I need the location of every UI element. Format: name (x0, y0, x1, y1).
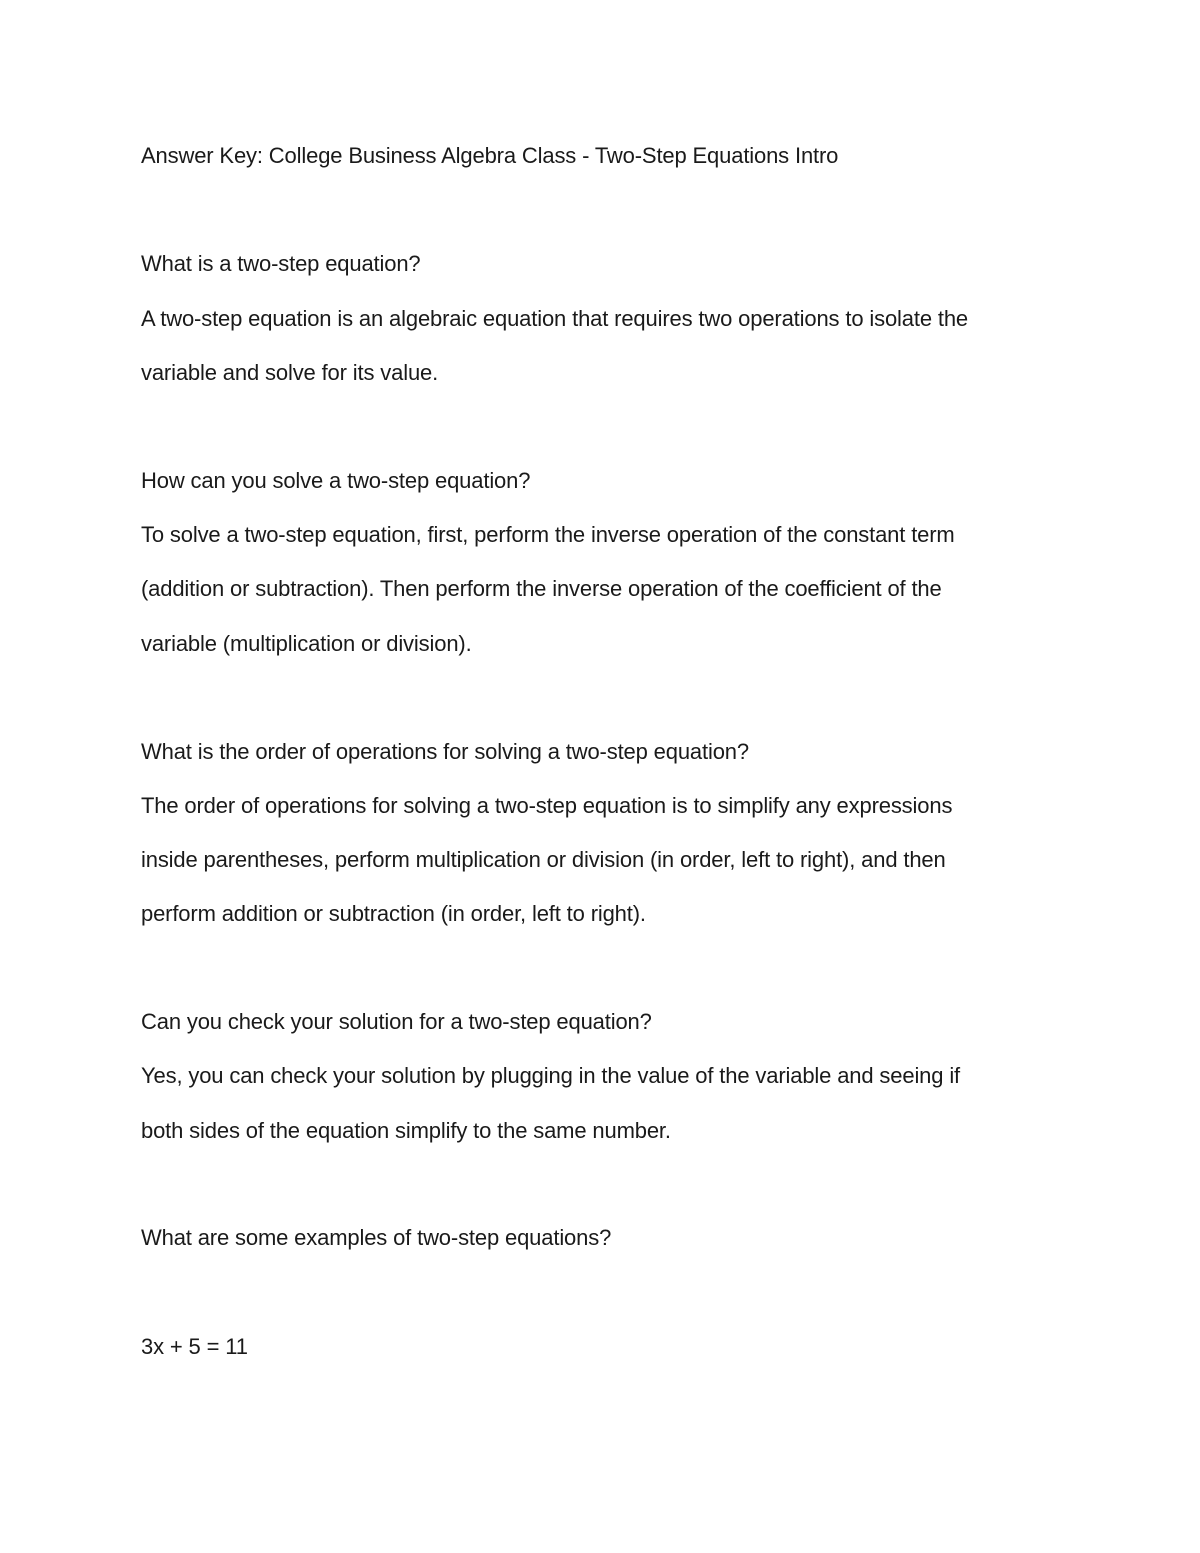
question-1: What is a two-step equation? (141, 251, 421, 276)
answer-3-line-3: perform addition or subtraction (in order, left to right). (141, 901, 646, 926)
answer-4-line-2: both sides of the equation simplify to the same number. (141, 1118, 671, 1143)
answer-2-line-1: To solve a two-step equation, first, perform the inverse operation of the constant term (141, 522, 955, 547)
question-3: What is the order of operations for solving a two-step equation? (141, 739, 749, 764)
answer-2-line-2: (addition or subtraction). Then perform the inverse operation of the coefficient of the (141, 576, 942, 601)
answer-3-line-1: The order of operations for solving a two-step equation is to simplify any expressions (141, 793, 953, 818)
document-title: Answer Key: College Business Algebra Class - Two-Step Equations Intro (141, 143, 839, 168)
example-equation-1: 3x + 5 = 11 (141, 1334, 248, 1359)
question-5: What are some examples of two-step equations? (141, 1225, 612, 1250)
question-2: How can you solve a two-step equation? (141, 468, 531, 493)
question-4: Can you check your solution for a two-step equation? (141, 1009, 652, 1034)
answer-2-line-3: variable (multiplication or division). (141, 631, 472, 656)
answer-4-line-1: Yes, you can check your solution by plugging in the value of the variable and seeing if (141, 1063, 961, 1088)
answer-1-line-1: A two-step equation is an algebraic equation that requires two operations to isolate the (141, 306, 969, 331)
answer-3-line-2: inside parentheses, perform multiplication or division (in order, left to right), and then (141, 847, 946, 872)
answer-1-line-2: variable and solve for its value. (141, 360, 439, 385)
